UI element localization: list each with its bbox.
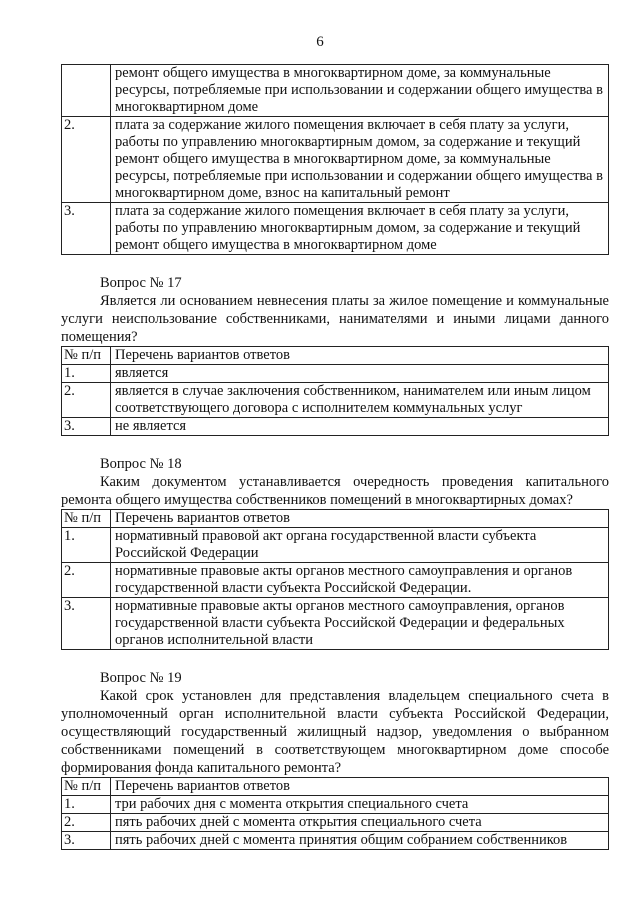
table-row	[62, 528, 609, 563]
answers-table	[61, 346, 609, 436]
question-title: Вопрос № 18	[100, 456, 182, 472]
answer-number: 1.	[62, 528, 111, 563]
column-header-answers: Перечень вариантов ответов	[111, 778, 609, 796]
question-19	[61, 670, 609, 850]
answer-text: является в случае заключения собственником, нанимателем или иным лицом соответствующего договора с исполнителем коммунальных услуг	[111, 383, 609, 418]
answer-text: плата за содержание жилого помещения включает в себя плату за услуги, работы по управлению многоквартирным домом, за содержание и текущий ремонт общего имущества в многоквартирном доме	[111, 203, 609, 255]
answer-number: 1.	[62, 365, 111, 383]
question-text: Является ли основанием невнесения платы за жилое помещение и коммунальные услуги неиспользование собственниками, нанимателями и иными лицами данного помещения?	[61, 293, 609, 345]
answers-table	[61, 509, 609, 650]
table-header-row	[62, 347, 609, 365]
answer-number: 1.	[62, 796, 111, 814]
document-body	[61, 64, 609, 850]
answers-table	[61, 777, 609, 850]
answer-text: нормативный правовой акт органа государственной власти субъекта Российской Федерации	[111, 528, 609, 563]
column-header-number: № п/п	[62, 778, 111, 796]
question-18	[61, 456, 609, 650]
answer-number: 2.	[62, 814, 111, 832]
column-header-number: № п/п	[62, 347, 111, 365]
question-title: Вопрос № 17	[100, 275, 182, 291]
table-row	[62, 832, 609, 850]
answer-number: 2.	[62, 383, 111, 418]
table-row	[62, 203, 609, 255]
question-17	[61, 275, 609, 436]
answer-number: 3.	[62, 598, 111, 650]
answers-table-continuation	[61, 64, 609, 255]
question-title: Вопрос № 19	[100, 670, 182, 686]
answer-number	[62, 65, 111, 117]
table-row	[62, 563, 609, 598]
table-row	[62, 796, 609, 814]
column-header-answers: Перечень вариантов ответов	[111, 510, 609, 528]
answer-number: 2.	[62, 563, 111, 598]
table-header-row	[62, 510, 609, 528]
column-header-number: № п/п	[62, 510, 111, 528]
answer-text: является	[111, 365, 609, 383]
answer-text: три рабочих дня с момента открытия специального счета	[111, 796, 609, 814]
answer-text: нормативные правовые акты органов местного самоуправления и органов государственной власти субъекта Российской Федерации.	[111, 563, 609, 598]
answer-number: 2.	[62, 117, 111, 203]
table-row	[62, 418, 609, 436]
answer-text: нормативные правовые акты органов местного самоуправления, органов государственной власти субъекта Российской Федерации и федеральных органов исполнительной власти	[111, 598, 609, 650]
answer-number: 3.	[62, 832, 111, 850]
table-header-row	[62, 778, 609, 796]
table-row	[62, 117, 609, 203]
page-number: 6	[316, 34, 324, 50]
table-row	[62, 383, 609, 418]
question-text: Какой срок установлен для представления владельцем специального счета в уполномоченный орган исполнительной власти субъекта Российской Федерации, осуществляющий государственный жилищный надзор, уведомления о выбранном собственниками помещений в соответствующем многоквартирном доме способе формирования фонда капитального ремонта?	[61, 688, 609, 776]
table-row	[62, 65, 609, 117]
answer-number: 3.	[62, 203, 111, 255]
answer-text: ремонт общего имущества в многоквартирном доме, за коммунальные ресурсы, потребляемые при использовании и содержании общего имущества в многоквартирном доме	[111, 65, 609, 117]
answer-number: 3.	[62, 418, 111, 436]
column-header-answers: Перечень вариантов ответов	[111, 347, 609, 365]
answer-text: плата за содержание жилого помещения включает в себя плату за услуги, работы по управлению многоквартирным домом, за содержание и текущий ремонт общего имущества в многоквартирном доме, за коммунальные ресурсы, потребляемые при использовании и содержании общего имущества в многоквартирном доме, взнос на капитальный ремонт	[111, 117, 609, 203]
answer-text: пять рабочих дней с момента открытия специального счета	[111, 814, 609, 832]
table-row	[62, 365, 609, 383]
table-row	[62, 598, 609, 650]
table-row	[62, 814, 609, 832]
answer-text: не является	[111, 418, 609, 436]
question-text: Каким документом устанавливается очередность проведения капитального ремонта общего имущества собственников помещений в многоквартирных домах?	[61, 474, 609, 508]
answer-text: пять рабочих дней с момента принятия общим собранием собственников	[111, 832, 609, 850]
